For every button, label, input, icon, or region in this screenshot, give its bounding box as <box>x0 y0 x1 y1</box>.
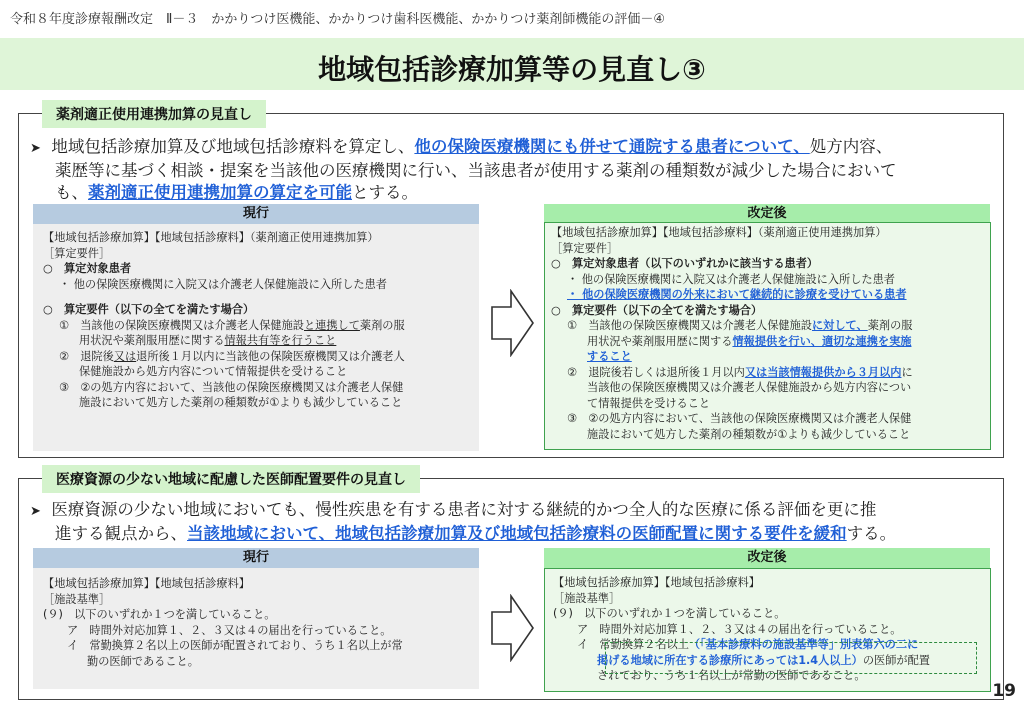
arrowhead-bullet-icon: ➤ <box>30 141 41 156</box>
panel-line: 施設において処方した薬剤の種類数が①よりも減少していること <box>587 427 911 441</box>
summary-highlight: 他の保険医療機関にも併せて通院する患者について、 <box>414 137 810 156</box>
panel-line: (９) 以下のいずれか１つを満していること。 <box>553 607 786 620</box>
panel-line: 当該他の保険医療機関又は介護老人保健施設から処方内容につい <box>587 381 912 394</box>
panel-line: 勤の医師であること。 <box>87 654 199 668</box>
slide-header: 令和８年度診療報酬改定 Ⅱ－３ かかりつけ医機能、かかりつけ歯科医機能、かかりつけ薬剤師機能の評価－④ <box>10 12 666 27</box>
current-label-bar: 現行 <box>33 204 479 224</box>
panel-highlight: （「基本診療料の施設基準等」別表第六の二に <box>688 638 919 651</box>
panel-text: 用状況や薬剤服用歴に関する <box>79 334 225 347</box>
summary-highlight: 薬剤適正使用連携加算の算定を可能 <box>88 183 352 202</box>
panel-line: ア 時間外対応加算１、２、３又は４の届出を行っていること。 <box>67 623 392 637</box>
revised-label-bar: 改定後 <box>544 548 990 568</box>
current-panel <box>33 568 479 689</box>
panel-line: ［算定要件］ <box>43 246 111 260</box>
panel-line: ③ ②の処方内容において、当該他の保険医療機関又は介護老人保健 <box>567 412 912 425</box>
current-label-bar: 現行 <box>33 548 479 568</box>
panel-line: されており、うち１名以上が常勤の医師であること。 <box>597 669 866 682</box>
panel-line: 【地域包括診療加算】【地域包括診療料】（薬剤適正使用連携加算） <box>551 226 887 239</box>
panel-underline: 又は <box>113 349 137 363</box>
panel-text: の医師が配置 <box>862 653 930 667</box>
panel-line-highlight: すること <box>587 350 632 363</box>
panel-text: 薬剤の服 <box>359 318 405 332</box>
panel-line: ○ 算定要件（以下の全てを満たす場合） <box>43 303 255 316</box>
page-number: 19 <box>992 681 1016 701</box>
page-title: 地域包括診療加算等の見直し③ <box>318 53 706 86</box>
section-tag-doctor-staffing: 医療資源の少ない地域に配慮した医師配置要件の見直し <box>42 465 420 493</box>
panel-text: 用状況や薬剤服用歴に関する <box>587 334 733 348</box>
section-tag-drug-coordination: 薬剤適正使用連携加算の見直し <box>42 100 266 128</box>
revised-panel <box>544 222 991 450</box>
panel-line: ・ 他の保険医療機関に入院又は介護老人保健施設に入所した患者 <box>567 272 895 286</box>
right-arrow-icon <box>491 289 535 357</box>
panel-line: ［施設基準］ <box>43 592 111 606</box>
panel-highlight: 又は当該情報提供から３月以内 <box>744 365 902 379</box>
panel-highlight: 情報提供を行い、適切な連携を実施 <box>732 334 912 348</box>
panel-line: ア 時間外対応加算１、２、３又は４の届出を行っていること。 <box>577 622 902 636</box>
summary-text: 処方内容、 <box>809 137 893 156</box>
panel-underline: と連携して <box>303 318 360 332</box>
panel-highlight: に対して、 <box>811 319 868 332</box>
revised-highlight-box <box>605 642 977 674</box>
panel-text: 薬剤の服 <box>867 319 913 332</box>
right-arrow-icon <box>491 594 535 662</box>
arrowhead-bullet-icon: ➤ <box>30 504 41 519</box>
panel-line-highlight: ・ 他の保険医療機関の外来において継続的に診療を受けている患者 <box>567 288 907 301</box>
panel-text: ① 当該他の保険医療機関又は介護老人保健施設 <box>59 318 304 332</box>
panel-line: ○ 算定対象患者（以下のいずれかに該当する患者） <box>551 257 819 270</box>
panel-line: (９) 以下のいずれか１つを満していること。 <box>43 608 276 621</box>
panel-line: 【地域包括診療加算】【地域包括診療料】（薬剤適正使用連携加算） <box>43 231 379 244</box>
panel-line: ③ ②の処方内容において、当該他の保険医療機関又は介護老人保健 <box>59 380 404 394</box>
section1-summary <box>30 136 1005 204</box>
panel-line: イ 常勤換算２名以上の医師が配置されており、うち１名以上が常 <box>67 639 403 652</box>
panel-text: ① 当該他の保険医療機関又は介護老人保健施設 <box>567 319 812 332</box>
panel-highlight: 掲げる地域に所在する診療所にあっては1.4人以上） <box>597 653 863 667</box>
panel-line: 保健施設から処方内容について情報提供を受けること <box>79 365 348 378</box>
summary-text: も、 <box>55 183 88 202</box>
panel-text: ② 退院後若しくは退所後１月以内 <box>567 365 745 379</box>
panel-line: ○ 算定対象患者 <box>43 262 132 275</box>
summary-text: 薬歴等に基づく相談・提案を当該他の医療機関に行い、当該患者が使用する薬剤の種類数が減少した場合において <box>55 161 897 180</box>
panel-text: ② 退院後 <box>59 349 114 363</box>
panel-line: ［施設基準］ <box>553 591 621 605</box>
panel-line: 施設において処方した薬剤の種類数が①よりも減少していること <box>79 396 403 409</box>
panel-text: イ 常勤換算２名以上 <box>577 638 689 651</box>
summary-text: 進する観点から、 <box>55 524 187 543</box>
summary-text: 医療資源の少ない地域においても、慢性疾患を有する患者に対する継続的かつ全人的な医療に係る評価を更に推 <box>51 500 877 519</box>
panel-line: ○ 算定要件（以下の全てを満たす場合） <box>551 303 763 317</box>
summary-text: とする。 <box>352 183 418 202</box>
panel-line: 【地域包括診療加算】【地域包括診療料】 <box>553 576 760 589</box>
panel-text: 退所後１月以内に当該他の保険医療機関又は介護老人 <box>136 349 405 363</box>
revised-label-bar: 改定後 <box>544 204 990 224</box>
panel-underline: 情報共有等を行うこと <box>224 334 337 347</box>
panel-line: て情報提供を受けること <box>587 396 711 410</box>
panel-text: に <box>901 365 913 379</box>
summary-highlight: 当該地域において、地域包括診療加算及び地域包括診療料の医師配置に関する要件を緩和 <box>187 524 847 543</box>
current-panel <box>33 224 479 451</box>
panel-line: 【地域包括診療加算】【地域包括診療料】 <box>43 577 250 590</box>
panel-line: ・ 他の保険医療機関に入院又は介護老人保健施設に入所した患者 <box>59 277 387 291</box>
section2-summary <box>30 499 1005 545</box>
summary-text: 地域包括診療加算及び地域包括診療料を算定し、 <box>51 137 415 156</box>
summary-text: する。 <box>846 524 897 543</box>
panel-line: ［算定要件］ <box>551 241 619 255</box>
